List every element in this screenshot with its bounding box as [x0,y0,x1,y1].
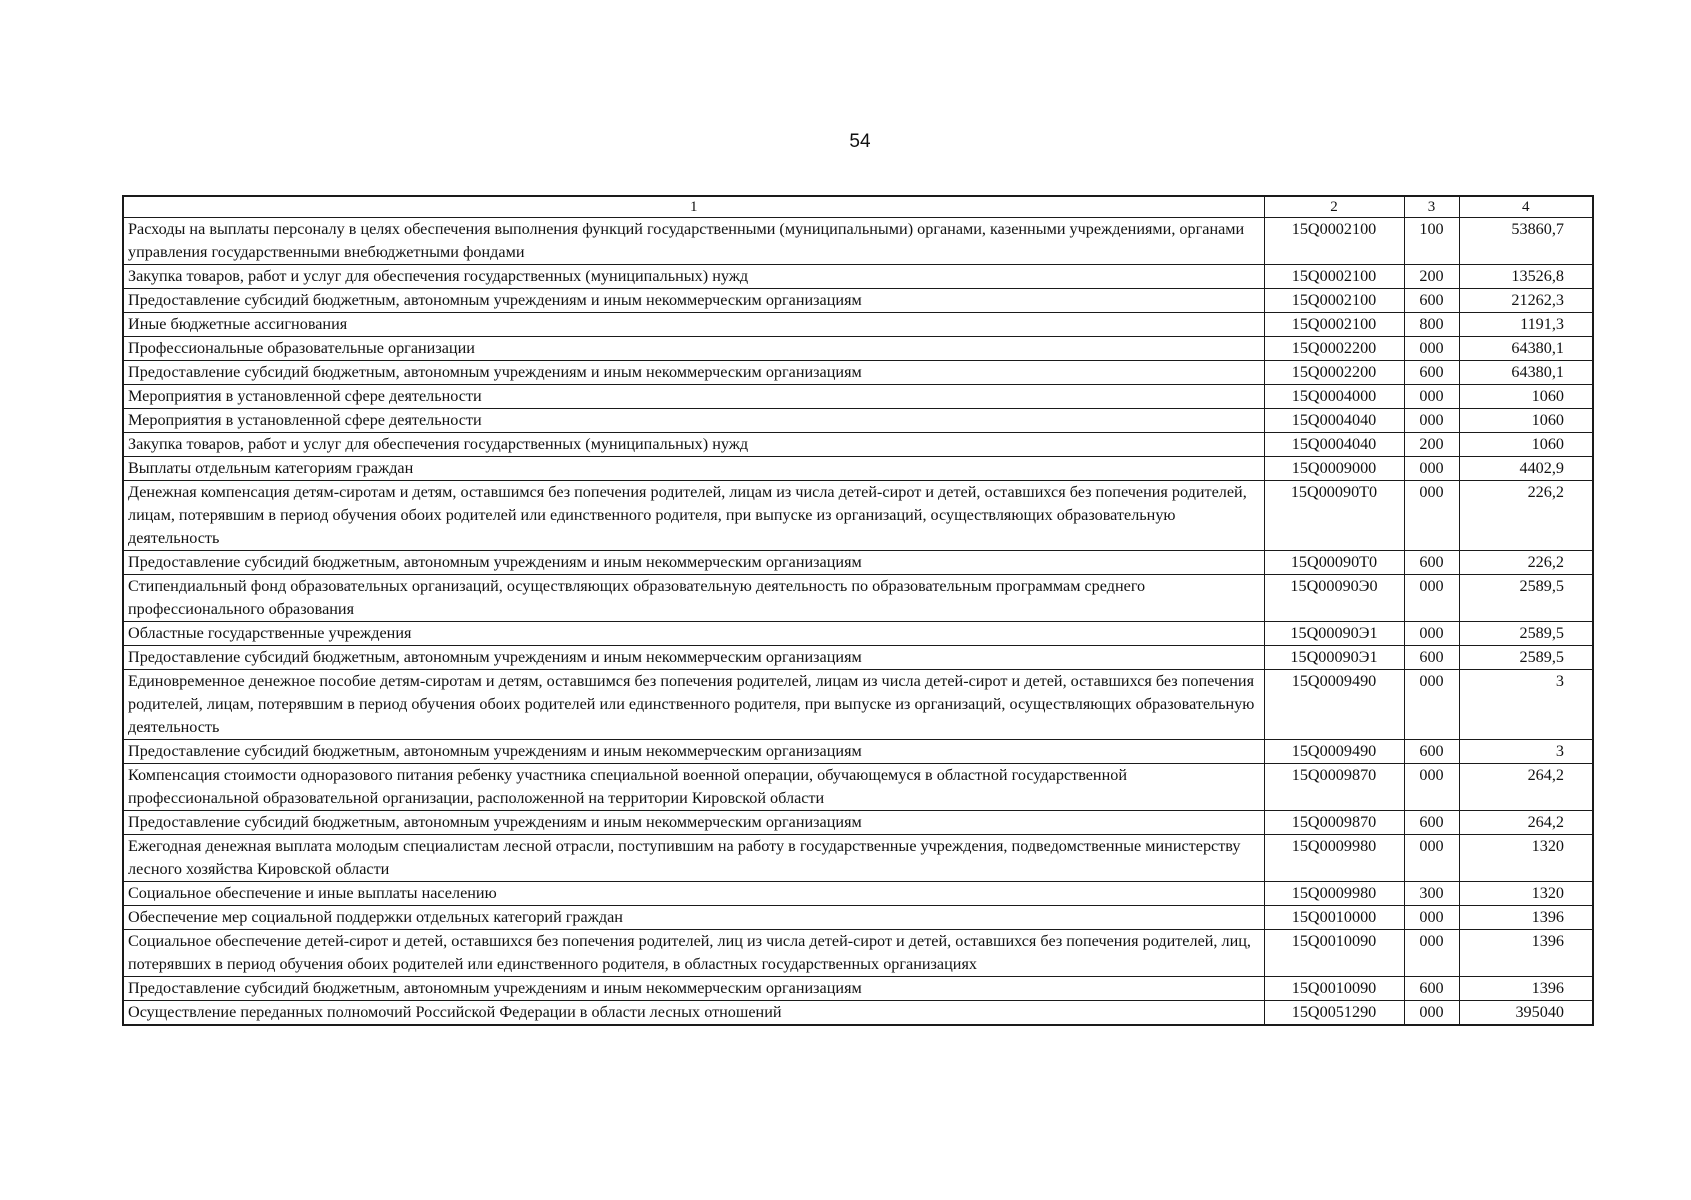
row-code-cell: 15Q0002100 [1264,289,1404,313]
row-vr-cell: 000 [1404,930,1459,977]
table-body [123,218,1593,1026]
row-vr-cell: 800 [1404,313,1459,337]
row-sum-cell: 226,2 [1459,481,1593,551]
row-sum-cell: 1060 [1459,385,1593,409]
row-name-cell: Обеспечение мер социальной поддержки отдельных категорий граждан [123,906,1264,930]
row-vr-cell: 600 [1404,289,1459,313]
row-sum-cell: 264,2 [1459,811,1593,835]
row-sum-cell: 264,2 [1459,764,1593,811]
row-sum-cell: 1060 [1459,409,1593,433]
row-vr-cell: 300 [1404,882,1459,906]
row-vr-cell: 000 [1404,409,1459,433]
page-number: 54 [849,131,871,152]
row-vr-cell: 200 [1404,433,1459,457]
row-code-cell: 15Q0002100 [1264,265,1404,289]
table-row [123,433,1593,457]
row-code-cell: 15Q00090Т0 [1264,481,1404,551]
row-sum-cell: 3 [1459,740,1593,764]
row-vr-cell: 600 [1404,551,1459,575]
header-col-vr: 3 [1404,196,1459,218]
row-name-cell: Осуществление переданных полномочий Российской Федерации в области лесных отношений [123,1001,1264,1026]
row-vr-cell: 000 [1404,337,1459,361]
row-sum-cell: 226,2 [1459,551,1593,575]
row-code-cell: 15Q0002200 [1264,361,1404,385]
row-code-cell: 15Q0009980 [1264,882,1404,906]
table-row [123,551,1593,575]
table-row [123,811,1593,835]
header-row [123,196,1593,218]
row-sum-cell: 3 [1459,670,1593,740]
row-vr-cell: 600 [1404,361,1459,385]
row-name-cell: Мероприятия в установленной сфере деятельности [123,385,1264,409]
row-code-cell: 15Q0009490 [1264,740,1404,764]
row-name-cell: Предоставление субсидий бюджетным, автономным учреждениям и иным некоммерческим организациям [123,551,1264,575]
row-sum-cell: 1320 [1459,882,1593,906]
row-code-cell: 15Q0010090 [1264,977,1404,1001]
row-code-cell: 15Q0051290 [1264,1001,1404,1026]
row-code-cell: 15Q00090Э0 [1264,575,1404,622]
table-row [123,218,1593,265]
header-col-sum: 4 [1459,196,1593,218]
table-row [123,409,1593,433]
row-sum-cell: 1396 [1459,906,1593,930]
row-code-cell: 15Q0002200 [1264,337,1404,361]
row-name-cell: Ежегодная денежная выплата молодым специалистам лесной отрасли, поступившим на работу в государственные учреждения, подведомственные министерству лесного хозяйства Кировской области [123,835,1264,882]
row-name-cell: Предоставление субсидий бюджетным, автономным учреждениям и иным некоммерческим организациям [123,646,1264,670]
row-vr-cell: 000 [1404,385,1459,409]
row-name-cell: Единовременное денежное пособие детям-сиротам и детям, оставшимся без попечения родителей, лицам из числа детей-сирот и детей, оставшихся без попечения родителей, лицам, потерявшим в период обучения обоих родителей или единственного родителя, при выпуске из организаций, осуществляющих образовательную деятельность [123,670,1264,740]
row-code-cell: 15Q00090Э1 [1264,646,1404,670]
row-name-cell: Предоставление субсидий бюджетным, автономным учреждениям и иным некоммерческим организациям [123,811,1264,835]
table-row [123,740,1593,764]
row-sum-cell: 1320 [1459,835,1593,882]
header-col-code: 2 [1264,196,1404,218]
row-sum-cell: 13526,8 [1459,265,1593,289]
row-name-cell: Профессиональные образовательные организации [123,337,1264,361]
table-row [123,457,1593,481]
header-col-name: 1 [123,196,1264,218]
row-code-cell: 15Q0002100 [1264,313,1404,337]
budget-table [122,195,1594,1026]
row-vr-cell: 600 [1404,977,1459,1001]
row-name-cell: Денежная компенсация детям-сиротам и детям, оставшимся без попечения родителей, лицам из числа детей-сирот и детей, оставшихся без попечения родителей, лицам, потерявшим в период обучения обоих родителей или единственного родителя, при выпуске из организаций, осуществляющих образовательную деятельность [123,481,1264,551]
row-sum-cell: 53860,7 [1459,218,1593,265]
row-sum-cell: 64380,1 [1459,337,1593,361]
row-vr-cell: 600 [1404,646,1459,670]
row-sum-cell: 1396 [1459,977,1593,1001]
table-header [123,196,1593,218]
row-sum-cell: 2589,5 [1459,646,1593,670]
table-row [123,835,1593,882]
table-row [123,313,1593,337]
table-row [123,289,1593,313]
table-row [123,622,1593,646]
row-vr-cell: 000 [1404,670,1459,740]
row-name-cell: Иные бюджетные ассигнования [123,313,1264,337]
row-name-cell: Закупка товаров, работ и услуг для обеспечения государственных (муниципальных) нужд [123,265,1264,289]
table-row [123,1001,1593,1026]
table-row [123,646,1593,670]
table-row [123,764,1593,811]
row-sum-cell: 4402,9 [1459,457,1593,481]
row-vr-cell: 000 [1404,481,1459,551]
row-vr-cell: 200 [1404,265,1459,289]
row-vr-cell: 000 [1404,457,1459,481]
row-code-cell: 15Q0004040 [1264,433,1404,457]
table-row [123,265,1593,289]
table-row [123,882,1593,906]
row-name-cell: Расходы на выплаты персоналу в целях обеспечения выполнения функций государственными (муниципальными) органами, казенными учреждениями, органами управления государственными внебюджетными фондами [123,218,1264,265]
row-code-cell: 15Q0009870 [1264,811,1404,835]
row-sum-cell: 1396 [1459,930,1593,977]
row-sum-cell: 1060 [1459,433,1593,457]
row-name-cell: Социальное обеспечение и иные выплаты населению [123,882,1264,906]
table-row [123,337,1593,361]
table-row [123,385,1593,409]
row-name-cell: Выплаты отдельным категориям граждан [123,457,1264,481]
row-vr-cell: 600 [1404,811,1459,835]
row-code-cell: 15Q0010000 [1264,906,1404,930]
table-row [123,575,1593,622]
row-sum-cell: 21262,3 [1459,289,1593,313]
row-vr-cell: 100 [1404,218,1459,265]
row-vr-cell: 600 [1404,740,1459,764]
row-code-cell: 15Q0009490 [1264,670,1404,740]
row-name-cell: Предоставление субсидий бюджетным, автономным учреждениям и иным некоммерческим организациям [123,740,1264,764]
row-code-cell: 15Q0004040 [1264,409,1404,433]
row-name-cell: Областные государственные учреждения [123,622,1264,646]
row-sum-cell: 1191,3 [1459,313,1593,337]
row-vr-cell: 000 [1404,1001,1459,1026]
row-name-cell: Предоставление субсидий бюджетным, автономным учреждениям и иным некоммерческим организациям [123,977,1264,1001]
row-vr-cell: 000 [1404,906,1459,930]
row-name-cell: Закупка товаров, работ и услуг для обеспечения государственных (муниципальных) нужд [123,433,1264,457]
row-code-cell: 15Q00090Т0 [1264,551,1404,575]
row-code-cell: 15Q0009000 [1264,457,1404,481]
row-code-cell: 15Q0009980 [1264,835,1404,882]
row-name-cell: Социальное обеспечение детей-сирот и детей, оставшихся без попечения родителей, лиц из числа детей-сирот и детей, оставшихся без попечения родителей, лиц, потерявших в период обучения обоих родителей или единственного родителя, в областных государственных организациях [123,930,1264,977]
row-vr-cell: 000 [1404,575,1459,622]
table-row [123,361,1593,385]
row-code-cell: 15Q00090Э1 [1264,622,1404,646]
row-code-cell: 15Q0010090 [1264,930,1404,977]
table-row [123,670,1593,740]
row-sum-cell: 2589,5 [1459,575,1593,622]
row-sum-cell: 395040 [1459,1001,1593,1026]
table-row [123,481,1593,551]
row-sum-cell: 64380,1 [1459,361,1593,385]
table-row [123,906,1593,930]
row-code-cell: 15Q0004000 [1264,385,1404,409]
row-name-cell: Стипендиальный фонд образовательных организаций, осуществляющих образовательную деятельность по образовательным программам среднего профессионального образования [123,575,1264,622]
row-vr-cell: 000 [1404,764,1459,811]
table-row [123,930,1593,977]
row-name-cell: Предоставление субсидий бюджетным, автономным учреждениям и иным некоммерческим организациям [123,289,1264,313]
row-code-cell: 15Q0009870 [1264,764,1404,811]
row-name-cell: Предоставление субсидий бюджетным, автономным учреждениям и иным некоммерческим организациям [123,361,1264,385]
row-code-cell: 15Q0002100 [1264,218,1404,265]
row-vr-cell: 000 [1404,622,1459,646]
table-row [123,977,1593,1001]
row-name-cell: Компенсация стоимости одноразового питания ребенку участника специальной военной операции, обучающемуся в областной государственной профессиональной образовательной организации, расположенной на территории Кировской области [123,764,1264,811]
row-sum-cell: 2589,5 [1459,622,1593,646]
row-name-cell: Мероприятия в установленной сфере деятельности [123,409,1264,433]
row-vr-cell: 000 [1404,835,1459,882]
